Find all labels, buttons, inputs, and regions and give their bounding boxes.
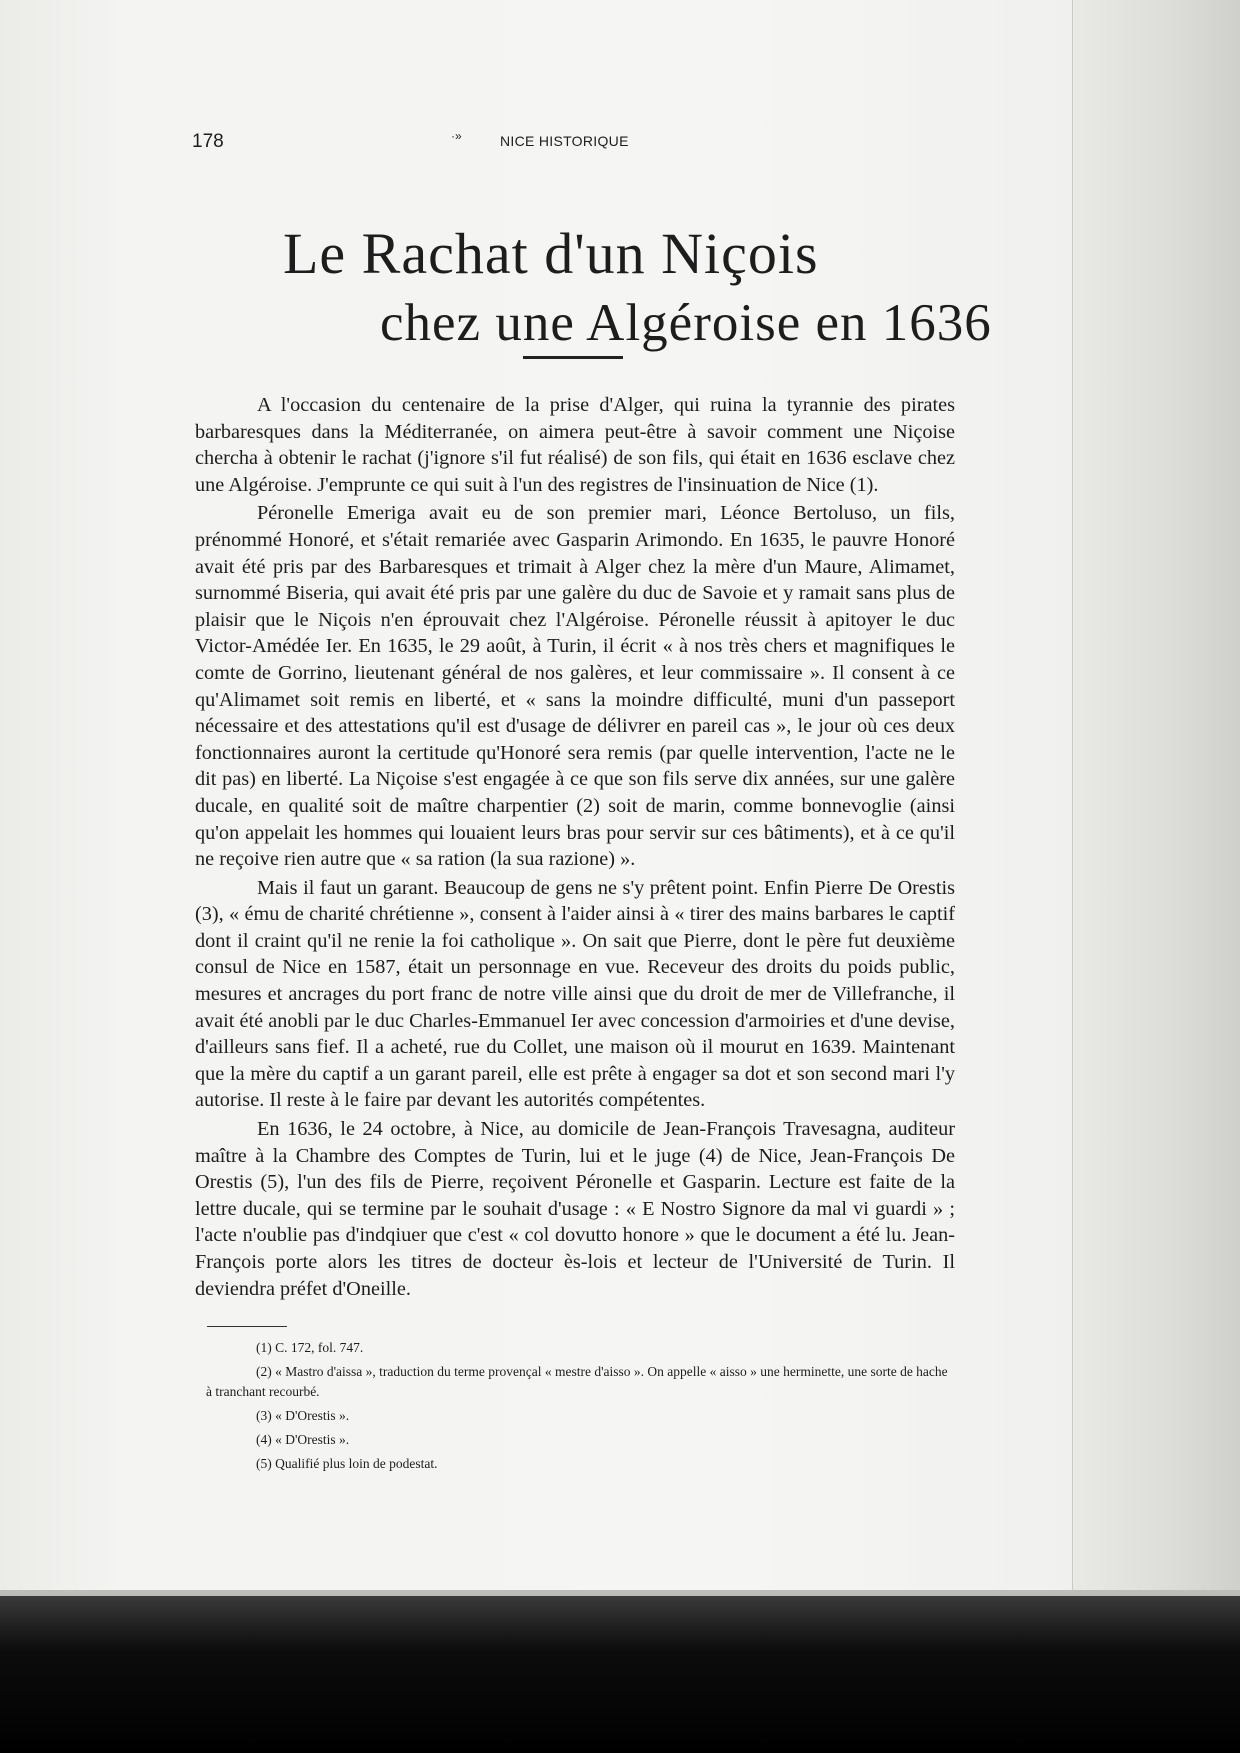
paragraph: Péronelle Emeriga avait eu de son premier mari, Léonce Bertoluso, un fils, prénommé Honoré, et s'était remariée avec Gasparin Arimondo. En 1635, le pauvre Honoré avait été pris par des Barbaresques et trimait à Alger chez la mère d'un Maure, Alimamet, surnommé Biseria, qui avait été pris par une galère du duc de Savoie et y ramait sans plus de plaisir que le Niçois n'en éprouvait chez l'Algéroise. Péronelle réussit à apitoyer le duc Victor-Amédée Ier. En 1635, le 29 août, à Turin, il écrit « à nos très chers et magnifiques le comte de Gorrino, lieutenant général de nos galères, et leur commissaire ». Il consent à ce qu'Alimamet soit remis en liberté, et « sans la moindre difficulté, muni d'un passeport nécessaire et des attestations qu'il est d'usage de délivrer en pareil cas », le jour où ces deux fonctionnaires auront la certitude qu'Honoré sera remis (par quelle intervention, l'acte ne le dit pas) en liberté. La Niçoise s'est engagée à ce que son fils serve dix années, sur une galère ducale, en qualité soit de maître charpentier (2) soit de marin, comme bonnevoglie (ainsi qu'on appelait les hommes qui louaient leurs bras pour servir sur ces bâtiments), et à ce qu'il ne reçoive rien autre que « sa ration (la sua razione) ».	[195, 502, 955, 871]
article-body	[195, 392, 955, 1302]
footnote: (5) Qualifié plus loin de podestat.	[256, 1456, 438, 1471]
adjacent-page-edge	[1072, 0, 1240, 1600]
footnote-divider	[207, 1326, 287, 1327]
footnote: (4) « D'Orestis ».	[256, 1432, 350, 1447]
paragraph: Mais il faut un garant. Beaucoup de gens ne s'y prêtent point. Enfin Pierre De Orestis (3), « ému de charité chrétienne », consent à l'aider ainsi à « tirer des mains barbares le captif dont il craint qu'il ne renie la foi catholique ». On sait que Pierre, dont le père fut deuxième consul de Nice en 1587, était un personnage en vue. Receveur des droits du poids public, mesures et ancrages du port franc de notre ville ainsi que du droit de mer de Villefranche, il avait été anobli par le duc Charles-Emmanuel Ier avec concession d'armoiries et d'une devise, d'ailleurs sans fief. Il a acheté, rue du Collet, une maison où il mourut en 1639. Maintenant que la mère du captif a un garant pareil, elle est prête à engager sa dot et son second mari l'y autorise. Il reste à le faire par devant les autorités compétentes.	[195, 876, 955, 1112]
running-header	[192, 131, 1062, 155]
running-title: NICE HISTORIQUE	[500, 133, 629, 149]
header-ornament: ·»	[451, 129, 462, 143]
paragraph: A l'occasion du centenaire de la prise d'Alger, qui ruina la tyrannie des pirates barbaresques dans la Méditerranée, on aimera peut-être à savoir comment une Niçoise chercha à obtenir le rachat (j'ignore s'il fut réalisé) de son fils, qui était en 1636 esclave chez une Algéroise. J'emprunte ce qui suit à l'un des registres de l'insinuation de Nice (1).	[195, 394, 955, 496]
article-title-line-2: chez une Algéroise en 1636	[380, 294, 992, 352]
paragraph: En 1636, le 24 octobre, à Nice, au domicile de Jean-François Travesagna, auditeur maître à la Chambre des Comptes de Turin, lui et le juge (4) de Nice, Jean-François De Orestis (5), l'un des fils de Pierre, reçoivent Péronelle et Gasparin. Lecture est faite de la lettre ducale, qui se termine par le souhait d'usage : « E Nostro Signore da mal vi guardi » ; l'acte n'oublie pas d'indqiuer que c'est « col dovutto honore » que le document a été lu. Jean-François porte alors les titres de docteur ès-lois et lecteur de l'Université de Turin. Il deviendra préfet d'Oneille.	[195, 1118, 955, 1300]
page-number: 178	[192, 131, 224, 152]
article-title-line-1: Le Rachat d'un Niçois	[283, 221, 819, 286]
footnotes	[206, 1338, 954, 1478]
title-divider	[523, 356, 623, 359]
footnote: (3) « D'Orestis ».	[256, 1408, 350, 1423]
footnote: (2) « Mastro d'aissa », traduction du terme provençal « mestre d'aisso ». On appelle « aisso » une herminette, une sorte de hache à tranchant recourbé.	[206, 1364, 948, 1399]
scanner-bottom-shadow	[0, 1596, 1240, 1753]
footnote: (1) C. 172, fol. 747.	[256, 1340, 364, 1355]
